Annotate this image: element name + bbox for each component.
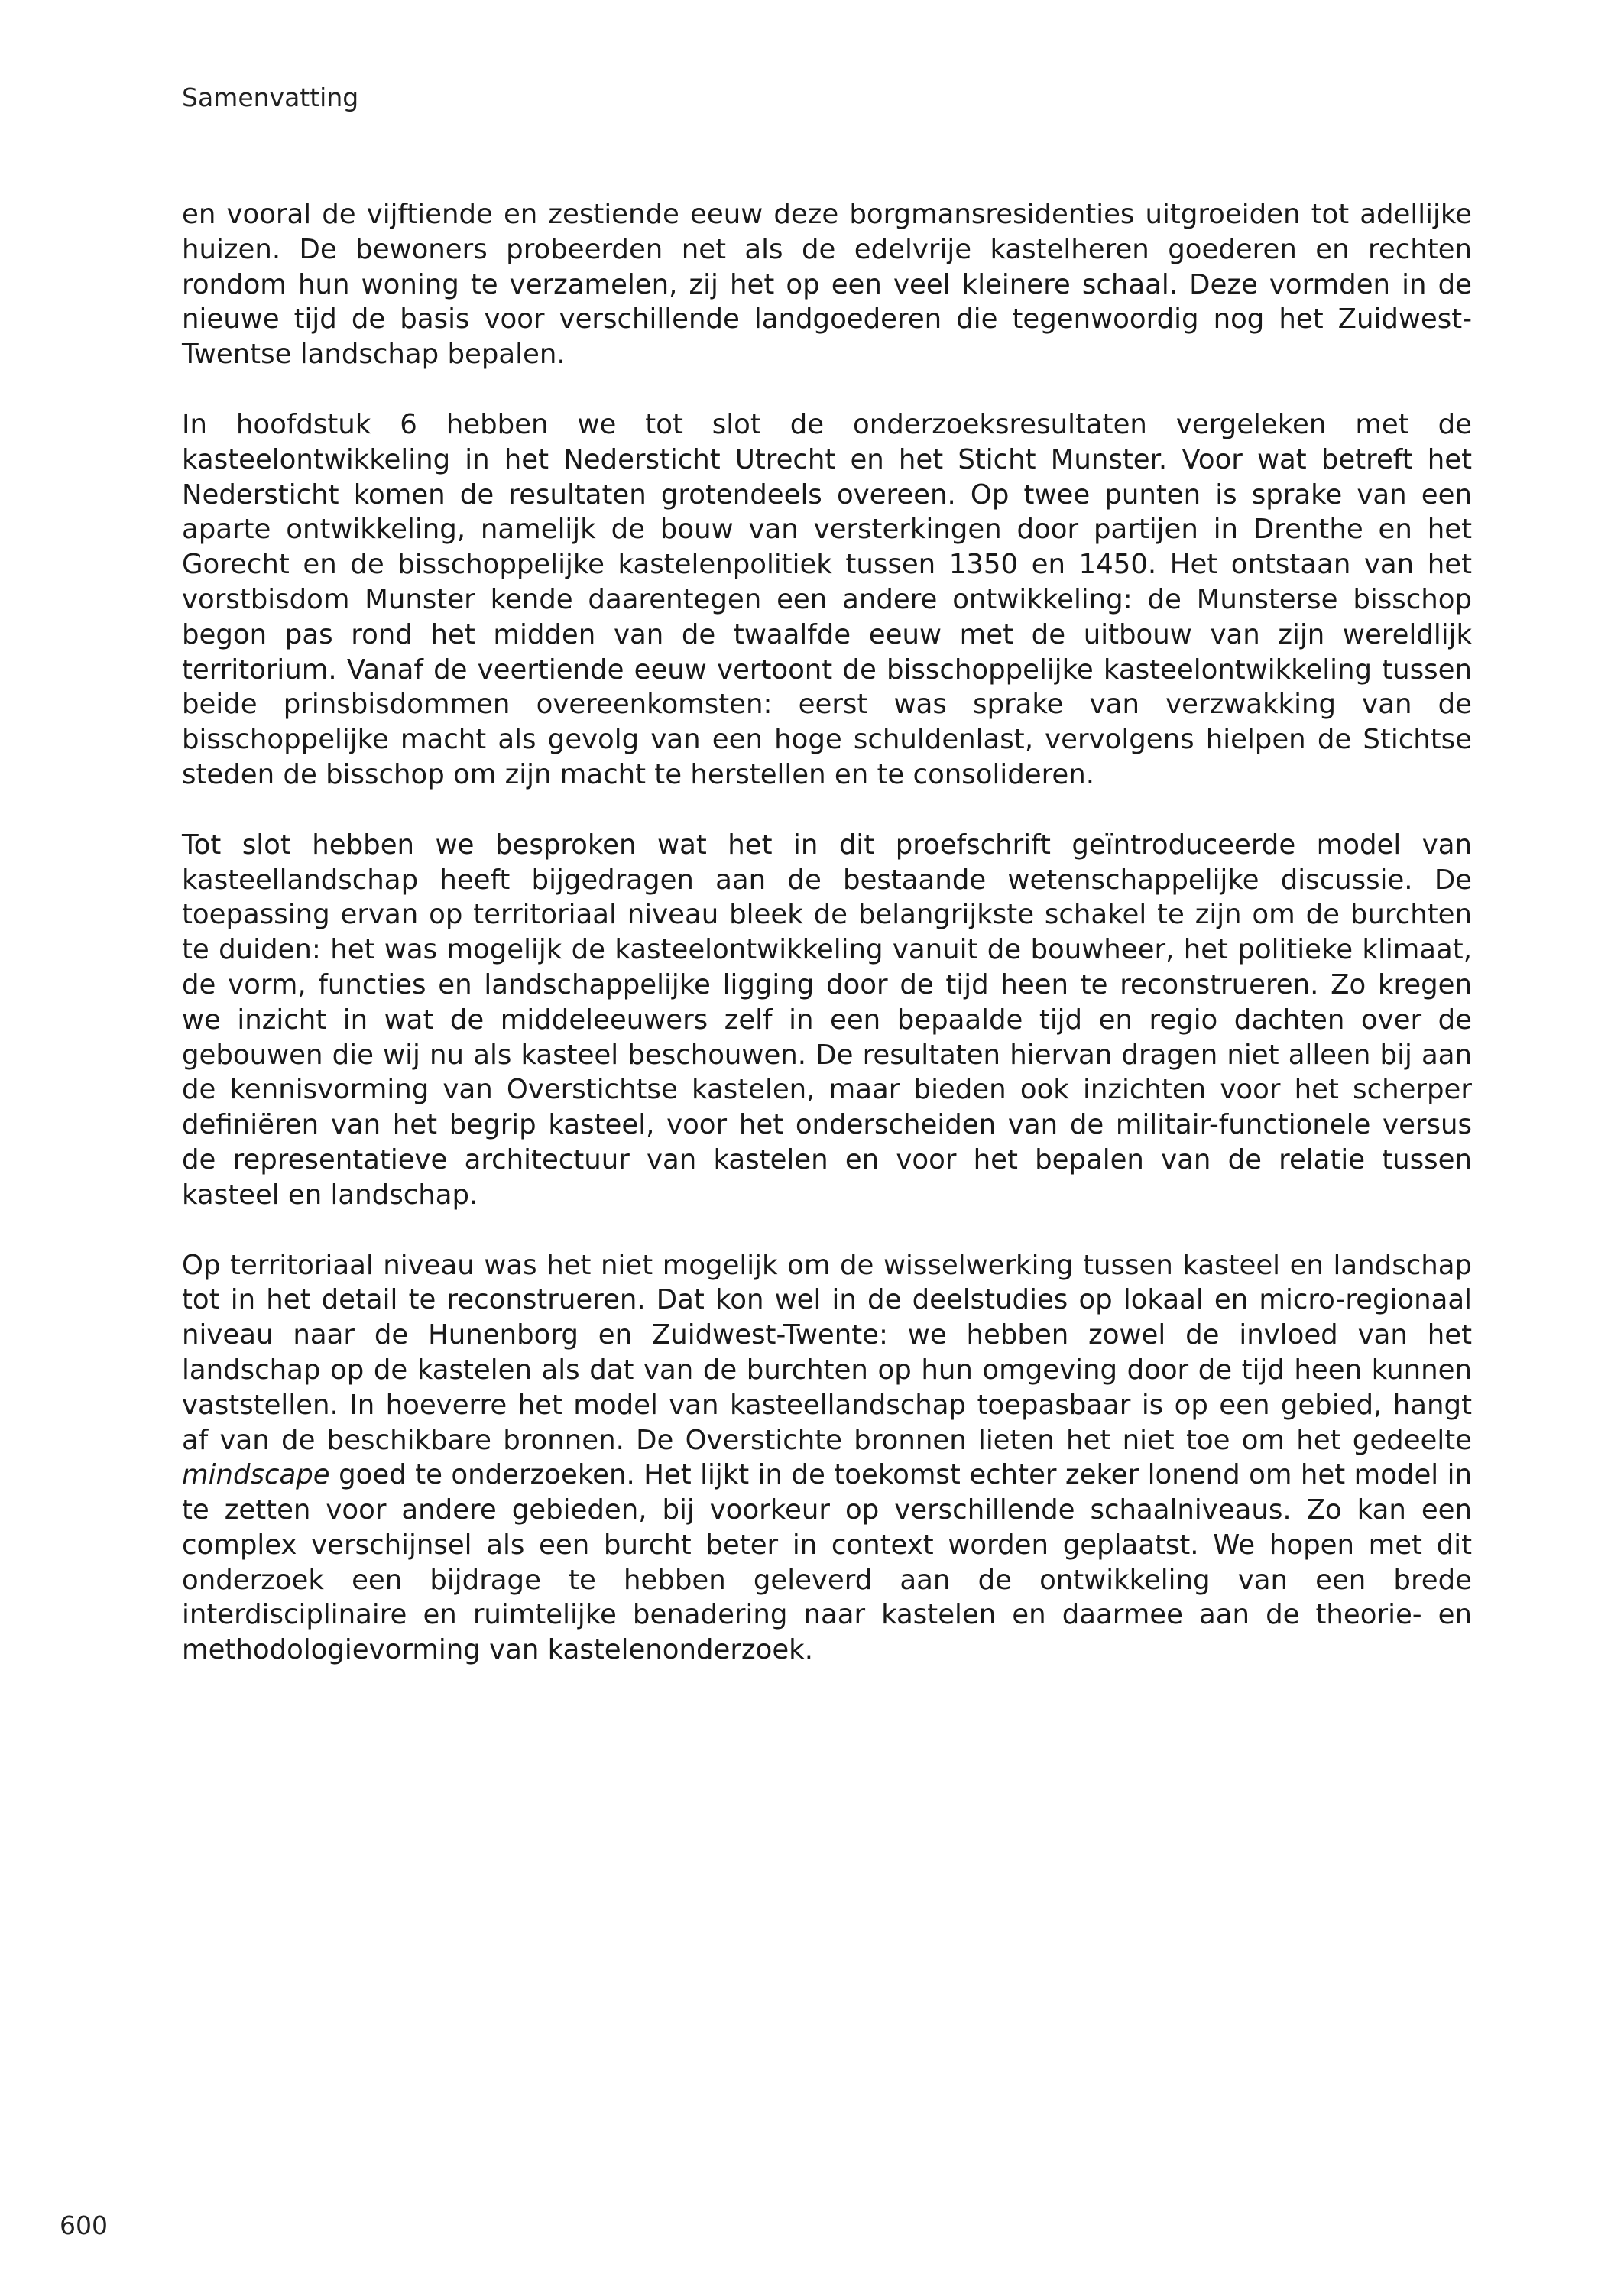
page-number: 600: [60, 2210, 108, 2240]
paragraph-4-part-2: goed te onderzoeken. Het lijkt in de toekomst echter zeker lonend om het model in te zetten voor andere gebieden, bij voorkeur op verschillende schaalniveaus. Zo kan een complex verschijnsel als een burcht beter in context worden geplaatst. We hopen met dit onderzoek een bijdrage te hebben geleverd aan de ontwikkeling van een brede interdisciplinaire en ruimtelijke benadering naar kastelen en daarmee aan de theorie- en methodologievorming van kastelenonderzoek.: [182, 1459, 1472, 1666]
running-header: Samenvatting: [182, 83, 359, 112]
body-text: [182, 197, 1472, 1703]
paragraph-2: In hoofdstuk 6 hebben we tot slot de onderzoeksresultaten vergeleken met de kasteelontwikkeling in het Nedersticht Utrecht en het Sticht Munster. Voor wat betreft het Nedersticht komen de resultaten grotendeels overeen. Op twee punten is sprake van een aparte ontwikkeling, namelijk de bouw van versterkingen door partijen in Drenthe en het Gorecht en de bisschoppelijke kastelenpolitiek tussen 1350 en 1450. Het ontstaan van het vorstbisdom Munster kende daarentegen een andere ontwikkeling: de Munsterse bisschop begon pas rond het midden van de twaalfde eeuw met de uitbouw van zijn wereldlijk territorium. Vanaf de veertiende eeuw vertoont de bisschoppelijke kasteelontwikkeling tussen beide prinsbisdommen overeenkomsten: eerst was sprake van verzwakking van de bisschoppelijke macht als gevolg van een hoge schuldenlast, vervolgens hielpen de Stichtse steden de bisschop om zijn macht te herstellen en te consolideren.: [182, 408, 1472, 790]
paragraph-4-italic-term: mindscape: [182, 1459, 330, 1491]
paragraph-1: en vooral de vijftiende en zestiende eeuw deze borgmansresidenties uitgroeiden tot adellijke huizen. De bewoners probeerden net als de edelvrije kastelheren goederen en rechten rondom hun woning te verzamelen, zij het op een veel kleinere schaal. Deze vormden in de nieuwe tijd de basis voor verschillende landgoederen die tegenwoordig nog het Zuidwest-Twentse landschap bepalen.: [182, 199, 1472, 371]
paragraph-4-part-1: Op territoriaal niveau was het niet mogelijk om de wisselwerking tussen kasteel en landschap tot in het detail te reconstrueren. Dat kon wel in de deelstudies op lokaal en micro-regionaal niveau naar de Hunenborg en Zuidwest-Twente: we hebben zowel de invloed van het landschap op de kastelen als dat van de burchten op hun omgeving door de tijd heen kunnen vaststellen. In hoeverre het model van kasteellandschap toepasbaar is op een gebied, hangt af van de beschikbare bronnen. De Overstichte bronnen lieten het niet toe om het gedeelte: [182, 1249, 1472, 1456]
paragraph-3: Tot slot hebben we besproken wat het in dit proefschrift geïntroduceerde model van kasteellandschap heeft bijgedragen aan de bestaande wetenschappelijke discussie. De toepassing ervan op territoriaal niveau bleek de belangrijkste schakel te zijn om de burchten te duiden: het was mogelijk de kasteelontwikkeling vanuit de bouwheer, het politieke klimaat, de vorm, functies en landschappelijke ligging door de tijd heen te reconstrueren. Zo kregen we inzicht in wat de middeleeuwers zelf in een bepaalde tijd en regio dachten over de gebouwen die wij nu als kasteel beschouwen. De resultaten hiervan dragen niet alleen bij aan de kennisvorming van Overstichtse kastelen, maar bieden ook inzichten voor het scherper definiëren van het begrip kasteel, voor het onderscheiden van de militair-functionele versus de representatieve architectuur van kastelen en voor het bepalen van de relatie tussen kasteel en landschap.: [182, 829, 1472, 1211]
paragraph-4: [182, 1248, 1472, 1669]
